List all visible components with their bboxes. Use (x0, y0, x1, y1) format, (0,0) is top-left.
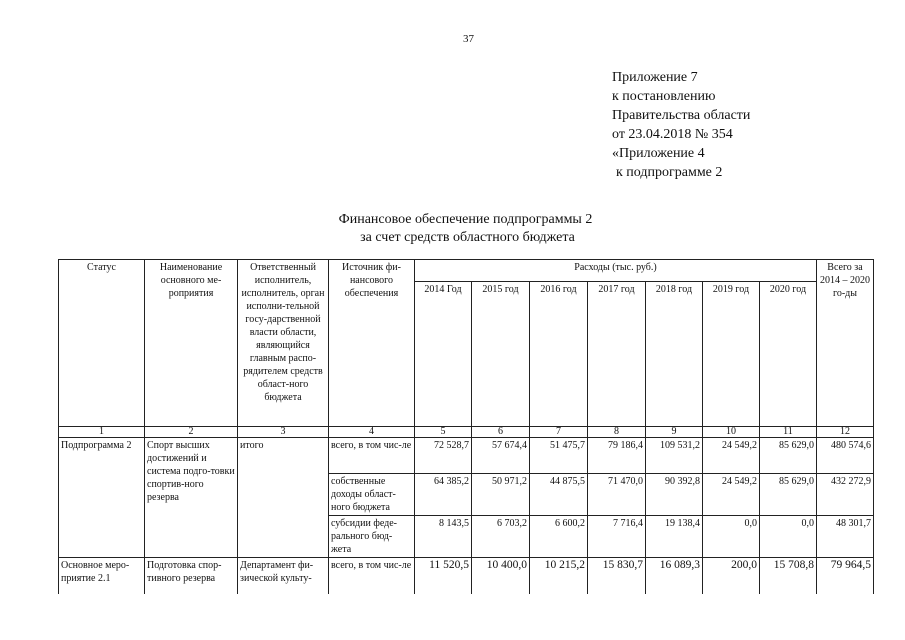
col-number: 5 (415, 427, 472, 438)
value-cell: 71 470,0 (588, 474, 646, 516)
value-cell: 0,0 (703, 516, 760, 558)
value-cell: 480 574,6 (817, 438, 874, 474)
row-source: всего, в том чис-ле (329, 438, 415, 474)
appendix-line-2: к постановлению (612, 89, 716, 104)
row-executor: итого (238, 438, 329, 558)
header-source: Источник фи-нансового обеспечения (329, 260, 415, 427)
value-cell: 90 392,8 (646, 474, 703, 516)
appendix-line-3: Правительства области (612, 108, 751, 123)
col-number: 4 (329, 427, 415, 438)
col-number: 1 (59, 427, 145, 438)
value-cell: 10 215,2 (530, 558, 588, 594)
value-cell: 85 629,0 (760, 474, 817, 516)
value-cell: 6 703,2 (472, 516, 530, 558)
value-cell: 15 830,7 (588, 558, 646, 594)
value-cell: 11 520,5 (415, 558, 472, 594)
value-cell: 7 716,4 (588, 516, 646, 558)
value-cell: 44 875,5 (530, 474, 588, 516)
value-cell: 6 600,2 (530, 516, 588, 558)
value-cell: 109 531,2 (646, 438, 703, 474)
value-cell: 50 971,2 (472, 474, 530, 516)
col-number: 3 (238, 427, 329, 438)
row-source: собственные доходы област-ного бюджета (329, 474, 415, 516)
header-expenses: Расходы (тыс. руб.) (415, 260, 817, 282)
value-cell: 8 143,5 (415, 516, 472, 558)
row-status: Подпрограмма 2 (59, 438, 145, 558)
header-year-2019: 2019 год (703, 282, 760, 427)
value-cell: 432 272,9 (817, 474, 874, 516)
appendix-line-5: «Приложение 4 (612, 146, 705, 161)
col-number: 12 (817, 427, 874, 438)
row-source: всего, в том чис-ле (329, 558, 415, 594)
title-line-2: за счет средств областного бюджета (360, 230, 575, 245)
value-cell: 79 964,5 (817, 558, 874, 594)
value-cell: 16 089,3 (646, 558, 703, 594)
header-status: Статус (59, 260, 145, 427)
value-cell: 24 549,2 (703, 438, 760, 474)
value-cell: 0,0 (760, 516, 817, 558)
value-cell: 72 528,7 (415, 438, 472, 474)
table-row (59, 558, 874, 594)
row-name: Подготовка спор-тивного резерва (145, 558, 238, 594)
col-number: 2 (145, 427, 238, 438)
appendix-line-1: Приложение 7 (612, 70, 698, 85)
appendix-line-4: от 23.04.2018 № 354 (612, 127, 733, 142)
header-name: Наименование основного ме-роприятия (145, 260, 238, 427)
value-cell: 19 138,4 (646, 516, 703, 558)
appendix-line-6: к подпрограмме 2 (616, 165, 723, 180)
header-executor: Ответственный исполнитель, исполнитель, орган исполни-тельной госу-дарственной власти области, являющийся главным распо-рядителем средств област-ного бюджета (238, 260, 329, 427)
value-cell: 79 186,4 (588, 438, 646, 474)
title-line-1: Финансовое обеспечение подпрограммы 2 (338, 212, 593, 227)
header-year-2018: 2018 год (646, 282, 703, 427)
value-cell: 48 301,7 (817, 516, 874, 558)
col-number: 8 (588, 427, 646, 438)
header-total: Всего за 2014 – 2020 го-ды (817, 260, 874, 427)
row-name: Спорт высших достижений и система подго-товки спортив-ного резерва (145, 438, 238, 558)
col-number: 7 (530, 427, 588, 438)
value-cell: 51 475,7 (530, 438, 588, 474)
page-number: 37 (463, 33, 474, 45)
header-year-2020: 2020 год (760, 282, 817, 427)
header-year-2015: 2015 год (472, 282, 530, 427)
value-cell: 57 674,4 (472, 438, 530, 474)
value-cell: 64 385,2 (415, 474, 472, 516)
financing-table (58, 259, 874, 594)
header-year-2017: 2017 год (588, 282, 646, 427)
col-number: 9 (646, 427, 703, 438)
col-number: 11 (760, 427, 817, 438)
value-cell: 85 629,0 (760, 438, 817, 474)
col-number: 6 (472, 427, 530, 438)
appendix-header (612, 68, 750, 182)
value-cell: 10 400,0 (472, 558, 530, 594)
table-row (59, 438, 874, 474)
row-executor: Департамент фи-зической культу- (238, 558, 329, 594)
row-status: Основное меро-приятие 2.1 (59, 558, 145, 594)
value-cell: 200,0 (703, 558, 760, 594)
value-cell: 15 708,8 (760, 558, 817, 594)
row-source: субсидии феде-рального бюд-жета (329, 516, 415, 558)
value-cell: 24 549,2 (703, 474, 760, 516)
col-number: 10 (703, 427, 760, 438)
header-year-2016: 2016 год (530, 282, 588, 427)
document-title (0, 211, 905, 247)
column-number-row (59, 427, 874, 438)
header-year-2014: 2014 Год (415, 282, 472, 427)
